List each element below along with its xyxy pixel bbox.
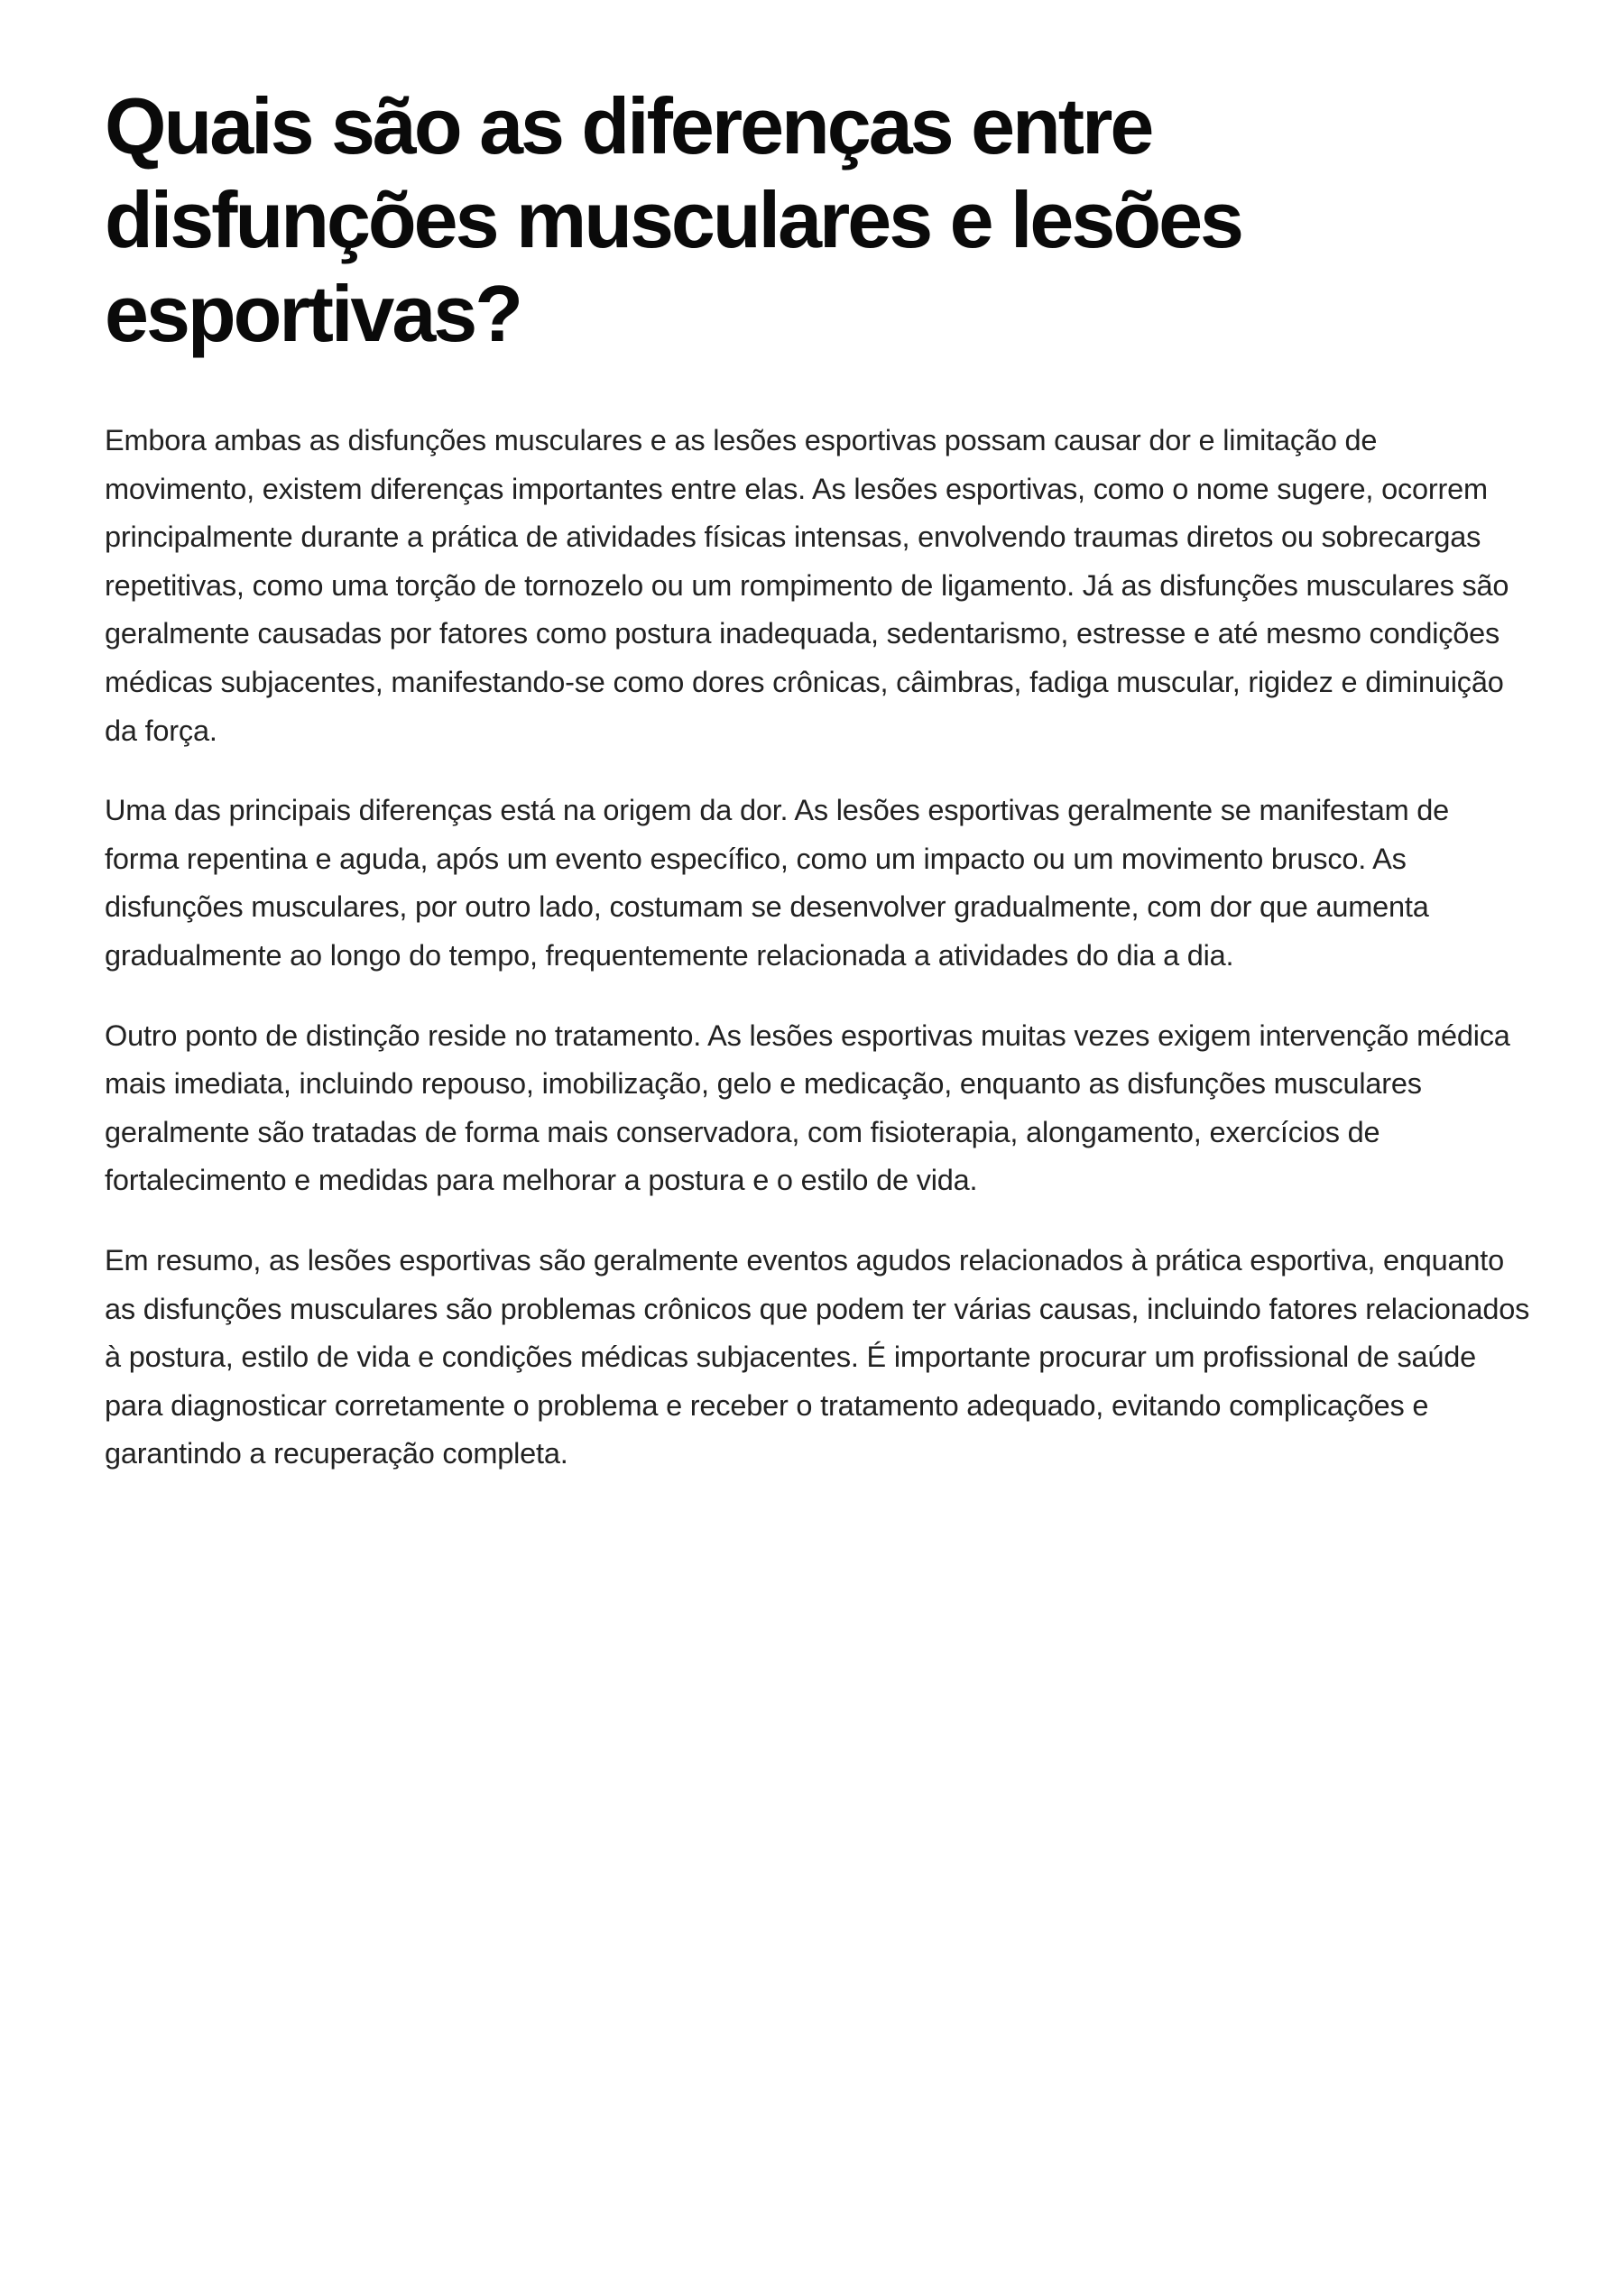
paragraph-2: Uma das principais diferenças está na origem da dor. As lesões esportivas geralmente se manifestam de forma repentina e aguda, após um evento específico, como um impacto ou um movimento brusco. As disfunções musculares, por outro lado, costumam se desenvolver gradualmente, com dor que aumenta gradualmente ao longo do tempo, frequentemente relacionada a atividades do dia a dia. [105, 794, 1450, 972]
paragraph-4: Em resumo, as lesões esportivas são geralmente eventos agudos relacionados à prática esportiva, enquanto as disfunções musculares são problemas crônicos que podem ter várias causas, incluindo fatores relacionados à postura, estilo de vida e condições médicas subjacentes. É importante procurar um profissional de saúde para diagnosticar corretamente o problema e receber o tratamento adequado, evitando complicações e garantindo a recuperação completa. [105, 1243, 1530, 1470]
page-title: Quais são as diferenças entre disfunções musculares e lesões esportivas? [105, 81, 1241, 358]
paragraph-1: Embora ambas as disfunções musculares e as lesões esportivas possam causar dor e limitação de movimento, existem diferenças importantes entre elas. As lesões esportivas, como o nome sugere, ocorrem principalmente durante a prática de atividades físicas intensas, envolvendo traumas diretos ou sobrecargas repetitivas, como uma torção de tornozelo ou um rompimento de ligamento. Já as disfunções musculares são geralmente causadas por fatores como postura inadequada, sedentarismo, estresse e até mesmo condições médicas subjacentes, manifestando-se como dores crônicas, câimbras, fadiga muscular, rigidez e diminuição da força. [105, 424, 1509, 747]
article-body [105, 417, 1530, 1479]
paragraph-3: Outro ponto de distinção reside no tratamento. As lesões esportivas muitas vezes exigem intervenção médica mais imediata, incluindo repouso, imobilização, gelo e medicação, enquanto as disfunções musculares geralmente são tratadas de forma mais conservadora, com fisioterapia, alongamento, exercícios de fortalecimento e medidas para melhorar a postura e o estilo de vida. [105, 1018, 1510, 1197]
document-page [105, 79, 1530, 1510]
